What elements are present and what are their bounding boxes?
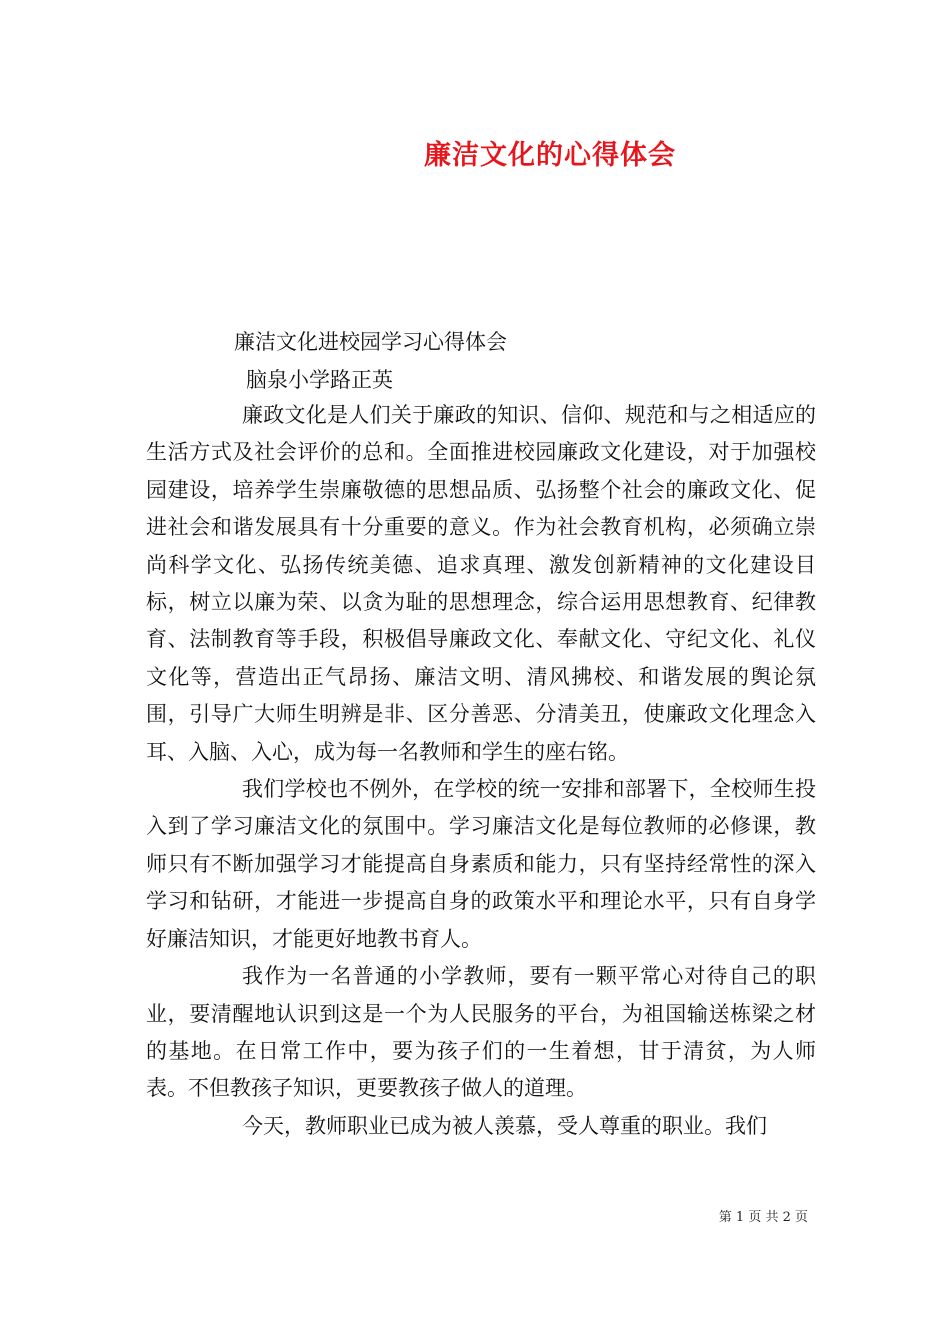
document-title: 廉洁文化的心得体会 xyxy=(424,140,676,171)
document-author: 脑泉小学路正英 xyxy=(246,368,393,392)
document-body xyxy=(146,397,816,1145)
body-paragraph: 我作为一名普通的小学教师，要有一颗平常心对待自己的职业，要清醒地认识到这是一个为人民服务的平台，为祖国输送栋梁之材的基地。在日常工作中，要为孩子们的一生着想，甘于清贫，为人师表。不但教孩子知识，更要教孩子做人的道理。 xyxy=(146,964,816,1101)
body-paragraph: 我们学校也不例外，在学校的统一安排和部署下，全校师生投入到了学习廉洁文化的氛围中。学习廉洁文化是每位教师的必修课，教师只有不断加强学习才能提高自身素质和能力，只有坚持经常性的深入学习和钻研，才能进一步提高自身的政策水平和理论水平，只有自身学好廉洁知识，才能更好地教书育人。 xyxy=(146,777,816,951)
body-paragraph: 廉政文化是人们关于廉政的知识、信仰、规范和与之相适应的生活方式及社会评价的总和。全面推进校园廉政文化建设，对于加强校园建设，培养学生崇廉敬德的思想品质、弘扬整个社会的廉政文化、促进社会和谐发展具有十分重要的意义。作为社会教育机构，必须确立崇尚科学文化、弘扬传统美德、追求真理、激发创新精神的文化建设目标，树立以廉为荣、以贪为耻的思想理念，综合运用思想教育、纪律教育、法制教育等手段，积极倡导廉政文化、奉献文化、守纪文化、礼仪文化等，营造出正气昂扬、廉洁文明、清风拂校、和谐发展的舆论氛围，引导广大师生明辨是非、区分善恶、分清美丑，使廉政文化理念入耳、入脑、入心，成为每一名教师和学生的座右铭。 xyxy=(146,403,816,764)
document-subtitle: 廉洁文化进校园学习心得体会 xyxy=(234,330,507,354)
page-number-footer: 第 1 页 共 2 页 xyxy=(718,1210,808,1225)
body-paragraph: 今天，教师职业已成为被人羡慕，受人尊重的职业。我们 xyxy=(242,1113,767,1138)
